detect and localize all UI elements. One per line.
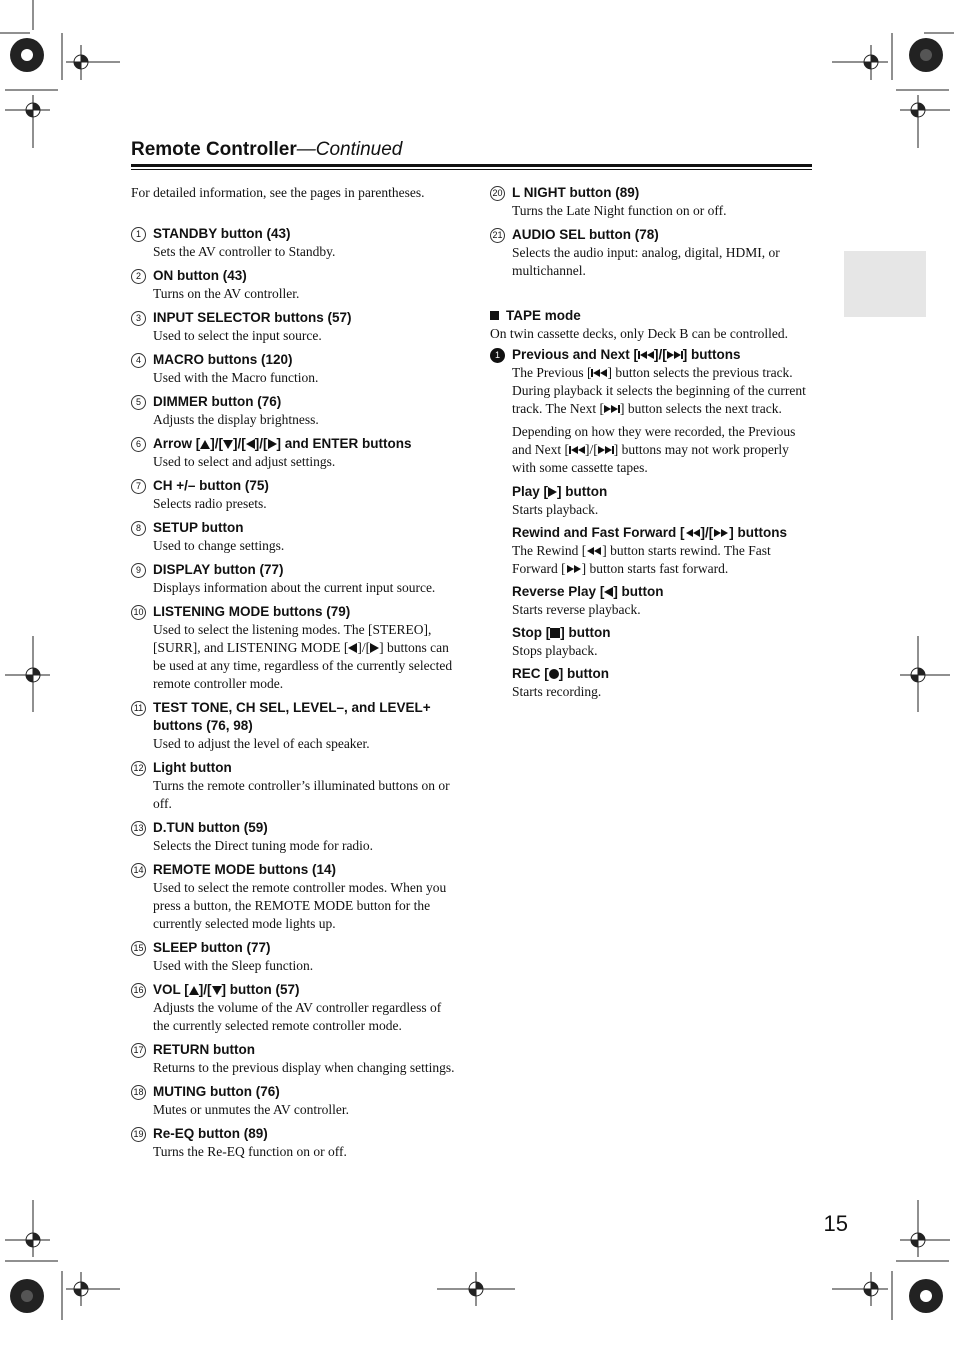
item-number: 4 [131,353,146,368]
previous-icon [569,445,585,455]
next-icon [667,350,683,360]
title-part: ] button (57) [221,982,300,997]
item-number: 18 [131,1085,146,1100]
side-tab [844,251,926,317]
item-number: 3 [131,311,146,326]
item-title: REMOTE MODE buttons (14) [153,862,336,877]
header-rule-thin [131,169,812,170]
next-icon [604,404,620,414]
list-item [131,759,456,813]
item-number: 17 [131,1043,146,1058]
item-number: 16 [131,983,146,998]
list-item [131,603,456,693]
fast-forward-icon [713,528,729,538]
list-item [490,184,812,220]
item-title [512,665,812,683]
item-desc: Displays information about the current input source. [153,580,436,595]
title-part: Previous and Next [ [512,347,639,362]
item-number: 1 [131,227,146,242]
title-part: Rewind and Fast Forward [ [512,525,685,540]
item-title: D.TUN button (59) [153,820,268,835]
up-arrow-icon [200,440,210,449]
list-item [131,981,456,1035]
title-part: ] button [613,584,664,599]
item-desc: Mutes or unmutes the AV controller. [153,1102,349,1117]
item-title: MACRO buttons (120) [153,352,293,367]
desc-part: ] button starts rewind. The Fast Forward [ [512,543,771,576]
item-title: Re-EQ button (89) [153,1126,268,1141]
item-desc: Selects radio presets. [153,496,267,511]
title-part: Stop [ [512,625,551,640]
item-number: 6 [131,437,146,452]
list-item [490,346,812,477]
item-number: 21 [490,228,505,243]
list-item [131,393,456,429]
desc-part: ] buttons may not work properly with some cassette tapes. [512,442,789,475]
title-part: REC [ [512,666,549,681]
item-number: 14 [131,863,146,878]
list-item [131,477,456,513]
item-number: 11 [131,701,146,716]
reverse-play-icon [604,587,613,597]
item-number: 10 [131,605,146,620]
rewind-icon [586,546,602,556]
down-arrow-icon [223,440,233,449]
item-desc: Adjusts the volume of the AV controller regardless of the currently selected remote controller mode. [153,1000,442,1033]
item-desc: Starts recording. [512,684,602,699]
up-arrow-icon [189,986,199,995]
down-arrow-icon [212,986,222,995]
item-number: 1 [490,348,505,363]
list-item [131,519,456,555]
title-part: ] button [557,484,608,499]
play-icon [548,487,557,497]
item-number: 5 [131,395,146,410]
item-number: 2 [131,269,146,284]
item-desc: Sets the AV controller to Standby. [153,244,336,259]
separator: ]/[ [700,525,714,540]
desc-part: Depending on how they were recorded, the Previous and Next [ [512,424,796,457]
item-desc: Used to select the remote controller modes. When you press a button, the REMOTE MODE button for the currently selected mode lights up. [153,880,447,931]
desc-part: The Previous [ [512,365,592,380]
item-title: SLEEP button (77) [153,940,271,955]
item-title [153,435,456,453]
item-title: DISPLAY button (77) [153,562,284,577]
list-item [131,1125,456,1161]
list-item [131,435,456,471]
item-title [512,346,812,364]
item-desc [512,364,812,418]
list-item [131,225,456,261]
header-rule [131,164,812,167]
list-item [490,665,812,701]
item-desc: Used to change settings. [153,538,285,553]
item-title: TEST TONE, CH SEL, LEVEL–, and LEVEL+ buttons (76, 98) [153,700,431,733]
list-item [131,267,456,303]
item-title: INPUT SELECTOR buttons (57) [153,310,352,325]
item-desc: Turns the remote controller’s illuminated buttons on or off. [153,778,450,811]
list-item [131,351,456,387]
item-title: DIMMER button (76) [153,394,282,409]
separator: ]/[ [210,436,223,451]
list-item [490,226,812,280]
intro-text: For detailed information, see the pages in parentheses. [131,185,425,200]
separator: ]/[ [198,982,212,997]
item-desc: Selects the audio input: analog, digital, HDMI, or multichannel. [512,245,780,278]
item-desc: Turns the Late Night function on or off. [512,203,727,218]
title-part: Reverse Play [ [512,584,605,599]
page-header [131,139,812,161]
item-title: MUTING button (76) [153,1084,280,1099]
list-item [131,819,456,855]
desc-part: The Rewind [ [512,543,587,558]
left-arrow-icon [348,643,357,653]
title-part: ] buttons [729,525,787,540]
item-title: RETURN button [153,1042,255,1057]
record-icon [549,669,559,679]
list-item [490,583,812,619]
item-title: Light button [153,760,232,775]
item-title [512,583,812,601]
item-number: 15 [131,941,146,956]
item-title: STANDBY button (43) [153,226,291,241]
list-item [490,524,812,578]
item-desc: Used to select the input source. [153,328,322,343]
item-title [512,483,812,501]
section-intro: On twin cassette decks, only Deck B can be controlled. [490,326,789,341]
header-title: Remote Controller [131,139,297,160]
list-item [131,309,456,345]
rewind-icon [685,528,701,538]
title-part: VOL [ [153,982,189,997]
item-desc: Used to adjust the level of each speaker. [153,736,370,751]
desc-part: ] button starts fast forward. [581,561,729,576]
list-item [131,939,456,975]
separator: ]/[ [357,640,371,655]
item-title [512,624,812,642]
right-column [490,184,812,706]
item-desc: Used with the Sleep function. [153,958,314,973]
list-item [131,561,456,597]
item-title: LISTENING MODE buttons (79) [153,604,351,619]
item-title [512,524,812,542]
item-desc: Returns to the previous display when changing settings. [153,1060,455,1075]
square-bullet-icon [490,311,499,320]
previous-icon [591,368,607,378]
list-item [131,1041,456,1077]
list-item [490,624,812,660]
item-title [153,981,456,999]
title-part: ] buttons [682,347,741,362]
title-part: Play [ [512,484,549,499]
title-part: Arrow [ [153,436,201,451]
item-desc: Starts reverse playback. [512,602,641,617]
section-heading-text: TAPE mode [506,308,581,323]
section-heading [490,307,812,325]
item-desc [153,621,456,693]
list-item [131,861,456,933]
item-number: 7 [131,479,146,494]
right-arrow-icon [268,439,277,449]
item-number: 20 [490,186,505,201]
list-item [131,1083,456,1119]
separator: ]/[ [654,347,667,362]
item-number: 19 [131,1127,146,1142]
list-item [131,699,456,753]
item-desc: Adjusts the display brightness. [153,412,319,427]
item-number: 9 [131,563,146,578]
desc-part: ] button selects the previous track. During playback it selects the beginning of the current track. The Next [ [512,365,806,416]
item-desc [512,542,812,578]
title-part: ] and ENTER buttons [276,436,412,451]
left-arrow-icon [246,439,255,449]
next-icon [598,445,614,455]
item-desc: Stops playback. [512,643,598,658]
fast-forward-icon [566,564,582,574]
item-desc: Used to select and adjust settings. [153,454,336,469]
item-desc [512,423,812,477]
item-title: AUDIO SEL button (78) [512,227,659,242]
desc-part: ] buttons can be used at any time, regardless of the currently selected remote controller mode. [153,640,453,691]
right-arrow-icon [370,643,379,653]
page-number: 15 [823,1211,848,1236]
item-number: 12 [131,761,146,776]
left-column [131,184,456,1167]
item-desc: Selects the Direct tuning mode for radio. [153,838,374,853]
stop-icon [550,628,560,638]
item-desc: Turns on the AV controller. [153,286,300,301]
item-number: 13 [131,821,146,836]
item-title: CH +/– button (75) [153,478,269,493]
separator: ]/[ [254,436,268,451]
item-title: ON button (43) [153,268,247,283]
title-part: ] button [560,625,611,640]
previous-icon [638,350,654,360]
desc-part: ] button selects the next track. [619,401,782,416]
item-desc: Starts playback. [512,502,599,517]
item-title: L NIGHT button (89) [512,185,640,200]
header-continued: —Continued [296,139,403,160]
item-title: SETUP button [153,520,244,535]
desc-part: Used to select the listening modes. The [STEREO], [SURR], and LISTENING MODE [ [153,622,432,655]
list-item [490,483,812,519]
item-number: 8 [131,521,146,536]
item-desc: Turns the Re-EQ function on or off. [153,1144,347,1159]
title-part: ] button [558,666,609,681]
item-desc: Used with the Macro function. [153,370,319,385]
separator: ]/[ [584,442,598,457]
separator: ]/[ [233,436,246,451]
